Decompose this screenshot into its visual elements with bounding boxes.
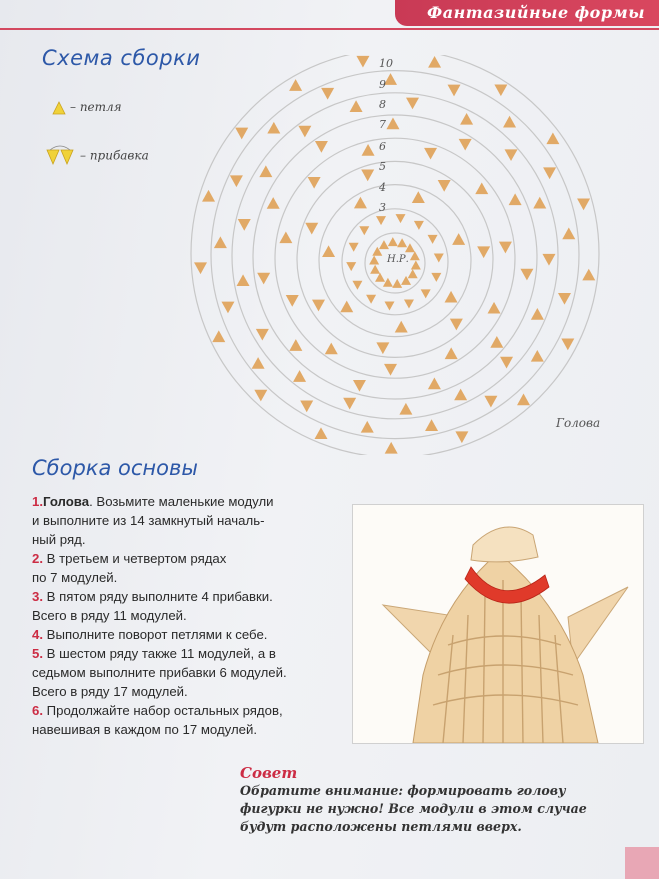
ring-number-label: 9 bbox=[379, 78, 386, 91]
module-triangle bbox=[582, 269, 595, 281]
module-triangle bbox=[254, 390, 267, 402]
module-triangle bbox=[359, 226, 369, 235]
module-triangle bbox=[308, 177, 321, 189]
module-triangle bbox=[350, 100, 363, 112]
module-triangle bbox=[384, 364, 397, 376]
module-triangle bbox=[312, 300, 325, 312]
module-triangle bbox=[484, 396, 497, 408]
module-triangle bbox=[369, 255, 379, 264]
header-rule bbox=[0, 28, 659, 30]
module-triangle bbox=[428, 378, 441, 390]
legend-addition-label: – прибавка bbox=[80, 148, 149, 163]
module-triangle bbox=[558, 293, 571, 305]
module-triangle bbox=[300, 400, 313, 412]
module-triangle bbox=[438, 180, 451, 192]
module-triangle bbox=[410, 251, 420, 260]
step-text: Всего в ряду 11 модулей. bbox=[32, 608, 187, 623]
module-triangle bbox=[445, 347, 458, 359]
module-triangle bbox=[267, 122, 280, 134]
module-triangle bbox=[279, 231, 292, 243]
module-triangle bbox=[396, 214, 406, 223]
module-triangle bbox=[286, 295, 299, 307]
module-triangle bbox=[577, 199, 590, 211]
module-triangle bbox=[412, 191, 425, 203]
module-triangle bbox=[488, 302, 501, 314]
step-text: В шестом ряду также 11 модулей, а в bbox=[43, 646, 276, 661]
assembly-diagram bbox=[180, 55, 610, 455]
module-triangle bbox=[445, 291, 458, 303]
assembly-step bbox=[32, 549, 322, 587]
module-triangle bbox=[321, 88, 334, 100]
step-number: 6. bbox=[32, 703, 43, 718]
module-triangle bbox=[460, 113, 473, 125]
module-triangle bbox=[408, 269, 418, 278]
module-triangle bbox=[406, 98, 419, 110]
step-heading: Голова bbox=[43, 494, 90, 509]
module-triangle bbox=[384, 301, 394, 310]
module-triangle bbox=[392, 279, 402, 288]
assembly-title: Сборка основы bbox=[32, 456, 198, 480]
module-triangle bbox=[252, 357, 265, 369]
module-triangle bbox=[459, 139, 472, 151]
module-triangle bbox=[542, 254, 555, 266]
module-triangle bbox=[503, 116, 516, 128]
ring-number-label: 10 bbox=[379, 57, 393, 70]
module-triangle bbox=[434, 253, 444, 262]
diagram-caption: Голова bbox=[556, 416, 601, 430]
assembly-step bbox=[32, 492, 322, 549]
module-triangle bbox=[267, 197, 280, 209]
module-triangle bbox=[289, 79, 302, 91]
module-triangle bbox=[257, 273, 270, 285]
step-number: 2. bbox=[32, 551, 43, 566]
module-triangle bbox=[428, 56, 441, 68]
module-triangle bbox=[325, 343, 338, 355]
module-triangle bbox=[353, 380, 366, 392]
module-triangle bbox=[500, 357, 513, 369]
module-triangle bbox=[531, 350, 544, 362]
ring-number-label: 8 bbox=[379, 98, 386, 111]
module-triangle bbox=[356, 56, 369, 68]
module-triangle bbox=[370, 265, 380, 274]
step-text: навешивая в каждом по 17 модулей. bbox=[32, 722, 258, 737]
module-triangle bbox=[428, 235, 438, 244]
module-triangle bbox=[289, 339, 302, 351]
module-triangle bbox=[399, 403, 412, 415]
module-triangle bbox=[346, 262, 356, 271]
module-triangle bbox=[546, 132, 559, 144]
module-triangle bbox=[343, 398, 356, 410]
step-text: В пятом ряду выполните 4 прибавки. bbox=[43, 589, 273, 604]
ring-number-label: 5 bbox=[379, 160, 386, 173]
step-text: и выполните из 14 замкнутый началь- bbox=[32, 513, 265, 528]
tip-line: Обратите внимание: формировать голову bbox=[240, 783, 566, 798]
module-triangle bbox=[517, 394, 530, 406]
ring-number-label: 4 bbox=[379, 181, 386, 194]
addition-triangles-icon bbox=[44, 144, 76, 168]
head-photo bbox=[352, 504, 644, 744]
step-text: Выполните поворот петлями к себе. bbox=[43, 627, 268, 642]
module-triangle bbox=[404, 300, 414, 309]
step-text: ный ряд. bbox=[32, 532, 86, 547]
assembly-step bbox=[32, 701, 322, 739]
assembly-step bbox=[32, 644, 322, 701]
step-number: 5. bbox=[32, 646, 43, 661]
tip-title: Совет bbox=[240, 764, 298, 782]
module-triangle bbox=[383, 278, 393, 287]
module-triangle bbox=[424, 148, 437, 160]
module-triangle bbox=[256, 329, 269, 341]
legend-loop-label: – петля bbox=[70, 100, 122, 114]
page-corner bbox=[625, 847, 659, 879]
module-triangle bbox=[475, 182, 488, 194]
module-triangle bbox=[414, 221, 424, 230]
module-triangle bbox=[543, 167, 556, 179]
module-triangle bbox=[509, 193, 522, 205]
module-triangle bbox=[361, 169, 374, 181]
module-triangle bbox=[520, 269, 533, 281]
module-triangle bbox=[561, 339, 574, 351]
module-triangle bbox=[230, 175, 243, 187]
legend-addition bbox=[44, 144, 149, 168]
module-triangle bbox=[221, 302, 234, 314]
module-triangle bbox=[425, 419, 438, 431]
module-triangle bbox=[376, 342, 389, 354]
step-text: Продолжайте набор остальных рядов, bbox=[43, 703, 283, 718]
step-text: В третьем и четвертом рядах bbox=[43, 551, 227, 566]
ring-number-label: 7 bbox=[379, 118, 386, 131]
module-triangle bbox=[315, 427, 328, 439]
module-triangle bbox=[454, 389, 467, 401]
module-triangle bbox=[212, 330, 225, 342]
module-triangle bbox=[531, 308, 544, 320]
module-triangle bbox=[494, 84, 507, 96]
module-triangle bbox=[366, 295, 376, 304]
step-number: 1. bbox=[32, 494, 43, 509]
module-triangle bbox=[305, 223, 318, 235]
step-text: . Возьмите маленькие модули bbox=[89, 494, 274, 509]
module-triangle bbox=[354, 197, 367, 209]
origami-head-image bbox=[353, 505, 643, 743]
module-triangle bbox=[421, 289, 431, 298]
module-triangle bbox=[322, 245, 335, 257]
section-label: Фантазийные формы bbox=[427, 3, 645, 22]
ring-number-label: Н.Р. bbox=[387, 254, 409, 265]
module-triangle bbox=[238, 219, 251, 231]
ring-number-label: 3 bbox=[379, 201, 386, 214]
module-triangle bbox=[379, 240, 389, 249]
module-triangle bbox=[385, 442, 398, 454]
section-header-bar bbox=[395, 0, 659, 26]
step-number: 3. bbox=[32, 589, 43, 604]
tip-line: фигурки не нужно! Все модули в этом случае bbox=[240, 801, 587, 816]
loop-triangle-icon bbox=[52, 101, 66, 115]
module-triangle bbox=[388, 237, 398, 246]
module-triangle bbox=[405, 243, 415, 252]
module-triangle bbox=[499, 242, 512, 254]
module-triangle bbox=[349, 243, 359, 252]
assembly-step bbox=[32, 587, 322, 625]
legend-loop bbox=[52, 100, 122, 115]
tip-body bbox=[240, 782, 600, 836]
ring-number-label: 6 bbox=[379, 140, 386, 153]
module-triangle bbox=[562, 227, 575, 239]
schema-title: Схема сборки bbox=[42, 46, 201, 70]
tip-line: будут расположены петлями вверх. bbox=[240, 819, 522, 834]
module-triangle bbox=[386, 118, 399, 130]
module-triangle bbox=[375, 273, 385, 282]
module-triangle bbox=[194, 262, 207, 274]
step-text: седьмом выполните прибавки 6 модулей. bbox=[32, 665, 287, 680]
module-triangle bbox=[361, 421, 374, 433]
module-triangle bbox=[362, 144, 375, 156]
step-number: 4. bbox=[32, 627, 43, 642]
module-triangle bbox=[202, 190, 215, 202]
module-triangle bbox=[352, 281, 362, 290]
module-triangle bbox=[315, 141, 328, 153]
module-triangle bbox=[298, 126, 311, 138]
module-triangle bbox=[490, 336, 503, 348]
module-triangle bbox=[505, 149, 518, 161]
module-triangle bbox=[293, 370, 306, 382]
module-triangle bbox=[235, 128, 248, 140]
step-text: Всего в ряду 17 модулей. bbox=[32, 684, 188, 699]
module-triangle bbox=[237, 274, 250, 286]
module-triangle bbox=[477, 246, 490, 258]
module-triangle bbox=[450, 319, 463, 331]
step-text: по 7 модулей. bbox=[32, 570, 118, 585]
module-triangle bbox=[411, 261, 421, 270]
module-triangle bbox=[376, 216, 386, 225]
assembly-steps bbox=[32, 492, 322, 739]
module-triangle bbox=[455, 431, 468, 443]
module-triangle bbox=[340, 301, 353, 313]
module-triangle bbox=[533, 197, 546, 209]
module-triangle bbox=[259, 165, 272, 177]
module-triangle bbox=[448, 85, 461, 97]
module-triangle bbox=[431, 273, 441, 282]
module-triangle bbox=[452, 233, 465, 245]
module-triangle bbox=[395, 321, 408, 333]
module-triangle bbox=[397, 238, 407, 247]
module-triangle bbox=[214, 236, 227, 248]
assembly-step bbox=[32, 625, 322, 644]
